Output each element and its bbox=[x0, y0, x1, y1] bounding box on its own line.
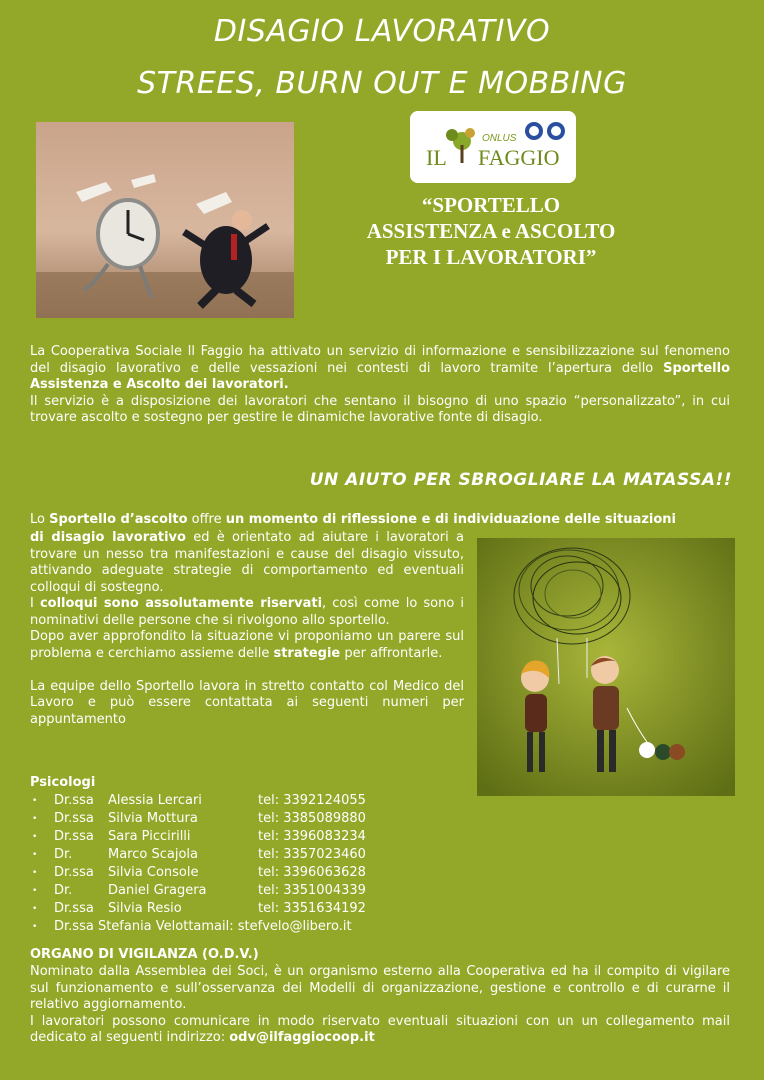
body-lead-line: Lo Sportello d’ascolto offre un momento di riflessione e di individuazione delle situazioni bbox=[30, 512, 677, 527]
odv-heading: ORGANO DI VIGILANZA (O.D.V.) bbox=[30, 947, 259, 962]
odv-email-link[interactable]: odv@ilfaggiocoop.it bbox=[229, 1030, 375, 1045]
tangled-yarn-illustration bbox=[477, 538, 735, 796]
contact-row: • Dr. Daniel Gragera tel: 3351004339 bbox=[32, 883, 366, 898]
page-title-line1: DISAGIO LAVORATIVO bbox=[213, 14, 551, 49]
contact-row: • Dr.ssa Alessia Lercari tel: 3392124055 bbox=[32, 793, 366, 808]
contact-row: • Dr.ssa Stefania Velottamail: stefvelo@libero.it bbox=[32, 919, 352, 934]
section-subheading: UN AIUTO PER SBROGLIARE LA MATASSA!! bbox=[309, 470, 732, 490]
il-faggio-logo bbox=[410, 111, 576, 183]
logo-onlus-text: ONLUS bbox=[482, 133, 517, 144]
logo-prefix-text: IL bbox=[426, 145, 447, 170]
odv-paragraph: Nominato dalla Assemblea dei Soci, è un organismo esterno alla Cooperativa ed ha il compito di vigilare sul funzionamento e sull’osservanza dei Modelli di organizzazione, gestione e controllo e di curarne il relativo aggiornamento. I lavoratori possono comunicare in modo riservato eventuali situazioni con un un collegamento mail dedicato al seguenti indirizzo: odv@ilfaggiocoop.it bbox=[30, 964, 730, 1045]
contacts-heading: Psicologi bbox=[30, 775, 96, 790]
contacts-list bbox=[30, 774, 490, 936]
service-slogan: “SPORTELLO ASSISTENZA e ASCOLTO PER I LAVORATORI” bbox=[366, 193, 616, 269]
clock-chase-illustration bbox=[36, 122, 294, 318]
logo-brand-text: FAGGIO bbox=[478, 145, 560, 170]
contact-row: • Dr.ssa Sara Piccirilli tel: 3396083234 bbox=[32, 829, 366, 844]
intro-paragraph: La Cooperativa Sociale Il Faggio ha attivato un servizio di informazione e sensibilizzazione sul fenomeno del disagio lavorativo e delle vessazioni nei contesti di lavoro tramite l’apertura dello Sportello Assistenza e Ascolto dei lavoratori. Il servizio è a disposizione dei lavoratori che sentano il bisogno di uno spazio “personalizzato”, in cui trovare ascolto e sostegno per gestire le dinamiche lavorative fonte di disagio. bbox=[30, 344, 730, 425]
contact-row: • Dr.ssa Silvia Mottura tel: 3385089880 bbox=[32, 811, 366, 826]
contact-row: • Dr.ssa Silvia Resio tel: 3351634192 bbox=[32, 901, 366, 916]
page-title-line2: STREES, BURN OUT E MOBBING bbox=[137, 66, 627, 101]
contact-row: • Dr. Marco Scajola tel: 3357023460 bbox=[32, 847, 366, 862]
contact-row: • Dr.ssa Silvia Console tel: 3396063628 bbox=[32, 865, 366, 880]
body-paragraph: di disagio lavorativo ed è orientato ad aiutare i lavoratori a trovare un nesso tra manifestazioni e cause del disagio vissuto, attivando adeguate strategie di comportamento ed eventuali colloqui di sostegno. I colloqui sono assolutamente riservati, così come lo sono i nominativi delle persone che si rivolgono allo sportello. Dopo aver approfondito la situazione vi proponiamo un parere sul problema e cerchiamo assieme delle strategie per affrontarle. La equipe dello Sportello lavora in stretto contatto col Medico del Lavoro e può essere contattata ai seguenti numeri per appuntamento bbox=[30, 530, 465, 727]
